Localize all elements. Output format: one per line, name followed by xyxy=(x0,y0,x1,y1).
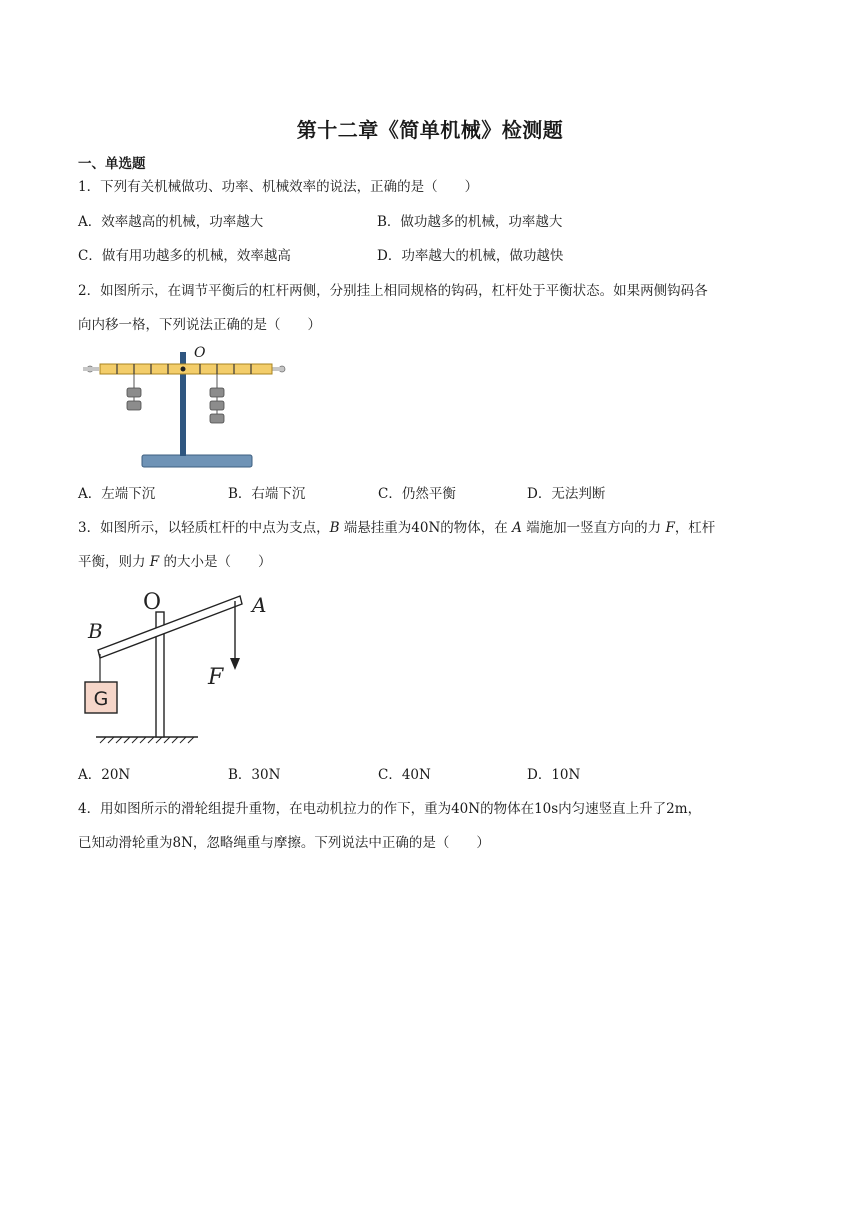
lever-bar xyxy=(100,364,272,374)
right-weight-1 xyxy=(210,388,224,397)
lever-bar xyxy=(98,596,242,658)
question-3-stem-line2: 平衡，则力 F 的大小是（ ） xyxy=(78,554,272,570)
question-2-stem-line2: 向内移一格，下列说法正确的是（ ） xyxy=(78,317,321,333)
left-weight-1 xyxy=(127,388,141,397)
question-3-option-b: B．30N xyxy=(228,767,281,783)
lever-balance-figure xyxy=(80,340,290,472)
right-weight-2 xyxy=(210,401,224,410)
question-4-stem-line2: 已知动滑轮重为8N，忽略绳重与摩擦。下列说法中正确的是（ ） xyxy=(78,835,490,851)
question-3-option-c: C．40N xyxy=(378,767,431,783)
question-1-option-c: C．做有用功越多的机械，效率越高 xyxy=(78,248,291,264)
lever-force-figure xyxy=(80,582,280,747)
question-4-stem-line1: 4．用如图所示的滑轮组提升重物，在电动机拉力的作下，重为40N的物体在10s内匀速竖直上升了2m， xyxy=(78,801,702,817)
question-2-option-b: B．右端下沉 xyxy=(228,486,306,502)
pivot-label: O xyxy=(194,345,206,361)
right-weight-3 xyxy=(210,414,224,423)
question-2-option-c: C．仍然平衡 xyxy=(378,486,456,502)
left-weight-2 xyxy=(127,401,141,410)
question-1-option-d: D．功率越大的机械，做功越快 xyxy=(377,248,564,264)
question-1-option-b: B．做功越多的机械，功率越大 xyxy=(377,214,563,230)
question-2-option-a: A．左端下沉 xyxy=(78,486,156,502)
pivot-label: O xyxy=(142,590,162,615)
point-b-label: B xyxy=(88,619,103,643)
question-3-stem-line1: 3．如图所示，以轻质杠杆的中点为支点，B 端悬挂重为40N的物体，在 A 端施加一竖直方向的力 F，杠杆 xyxy=(78,520,716,536)
force-label: F xyxy=(208,665,224,690)
question-3-option-d: D．10N xyxy=(527,767,581,783)
section-heading: 一、单选题 xyxy=(78,156,146,172)
question-2-option-d: D．无法判断 xyxy=(527,486,606,502)
question-1-option-a: A．效率越高的机械，功率越大 xyxy=(78,214,264,230)
question-3-option-a: A．20N xyxy=(78,767,131,783)
weight-label: G xyxy=(93,688,109,710)
document-title: 第十二章《简单机械》检测题 xyxy=(296,118,564,142)
question-2-stem-line1: 2．如图所示，在调节平衡后的杠杆两侧，分别挂上相同规格的钩码，杠杆处于平衡状态。如果两侧钩码各 xyxy=(78,283,708,299)
question-1-stem: 1．下列有关机械做功、功率、机械效率的说法，正确的是（ ） xyxy=(78,179,479,195)
stand-base xyxy=(142,455,252,467)
point-a-label: A xyxy=(252,593,267,617)
